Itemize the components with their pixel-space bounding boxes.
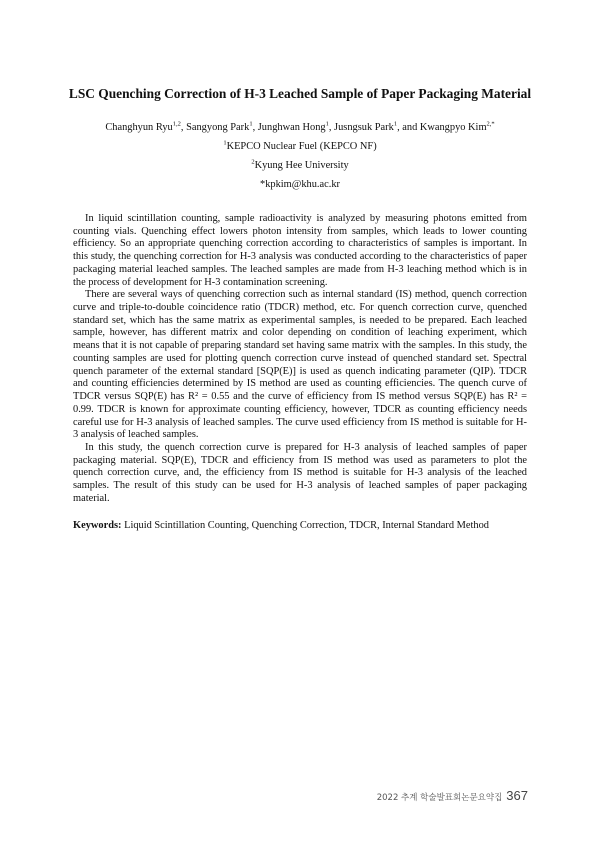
keywords-text: Liquid Scintillation Counting, Quenching Correction, TDCR, Internal Standard Method bbox=[124, 520, 489, 531]
paper-title: LSC Quenching Correction of H-3 Leached Sample of Paper Packaging Material bbox=[68, 86, 532, 101]
corresponding-email: *kpkim@khu.ac.kr bbox=[260, 179, 340, 190]
author-name: Sangyong Park bbox=[186, 122, 250, 133]
affiliation-2 bbox=[60, 159, 540, 172]
abstract-paragraph: In this study, the quench correction curve is prepared for H-3 analysis of leached samples of paper packaging material. SQP(E), TDCR and efficiency from IS method was used as parameters to plot the quench correction curve, and, the efficiency from IS method is suitable for H-3 analysis of the leached samples. The result of this study can be used for H-3 analysis of leached samples of paper packaging material. bbox=[73, 441, 527, 504]
affiliation-1 bbox=[60, 140, 540, 153]
author-sep: , bbox=[180, 122, 187, 133]
author-sep: , bbox=[328, 122, 335, 133]
author-sup: 2,* bbox=[486, 120, 495, 128]
affiliation-sup: 2 bbox=[251, 158, 255, 166]
abstract-body bbox=[73, 213, 527, 506]
keywords-label: Keywords: bbox=[73, 520, 122, 531]
footer-proceedings-title: 2022 추계 학술발표회논문요약집 bbox=[376, 793, 503, 803]
author-name: Junghwan Hong bbox=[257, 122, 326, 133]
affiliation-text: Kyung Hee University bbox=[254, 160, 349, 171]
author-sup: 1 bbox=[249, 120, 253, 128]
page-number: 367 bbox=[506, 788, 528, 803]
keywords bbox=[73, 519, 527, 532]
author-sep: , and bbox=[397, 122, 420, 133]
author-name: Changhyun Ryu bbox=[105, 122, 173, 133]
affiliation-text: KEPCO Nuclear Fuel (KEPCO NF) bbox=[226, 141, 377, 152]
author-sup: 1,2 bbox=[172, 120, 181, 128]
abstract-paragraph: There are several ways of quenching correction such as internal standard (IS) method, quench correction curve and triple-to-double coincidence ratio (TDCR) method, etc. For quench correction curve, quenched standard set, which has the same matrix as experimental samples, is needed to be prepared. Each leached sample, however, has different matrix and color depending on condition of leaching experiment, which means that it is not capable of preparing standard set having same matrix with the samples. In this study, the counting samples are used for plotting quench correction curve instead of quenched standard set. Spectral quench parameter of the external standard [SQP(E)] is used as quench indicating parameter (QIP). TDCR and counting efficiencies determined by IS method are used as counting efficiencies. The quench curve of TDCR versus SQP(E) has R² = 0.55 and the curve of efficiency from IS method versus SQP(E) has R² = 0.99. TDCR is known for approximate counting efficiency, however, TDCR as counting efficiency needs careful use for H-3 analysis of leached samples. The curve used efficiency from IS method is suitable for H-3 analysis of leached samples. bbox=[73, 289, 527, 441]
author-sep: , bbox=[252, 122, 258, 133]
author-list bbox=[60, 121, 540, 134]
author-sup: 1 bbox=[393, 120, 398, 128]
author-name: Jusngsuk Park bbox=[334, 122, 394, 133]
author-name: Kwangpyo Kim bbox=[419, 122, 487, 133]
affiliation-sup: 1 bbox=[223, 139, 227, 147]
author-sup: 1 bbox=[325, 120, 329, 128]
abstract-paragraph: In liquid scintillation counting, sample radioactivity is analyzed by measuring photons emitted from counting vials. Quenching effect lowers photon intensity from samples, which leads to lower counting efficiency. So an appropriate quenching correction according to characteristics of samples is important. In this study, the quenching correction for H-3 analysis was conducted according to the characteristics of paper packaging material leached samples. The leached samples are made from H-3 leaching method which is in the process of development for H-3 contamination screening. bbox=[73, 213, 527, 288]
page-footer bbox=[377, 788, 528, 803]
